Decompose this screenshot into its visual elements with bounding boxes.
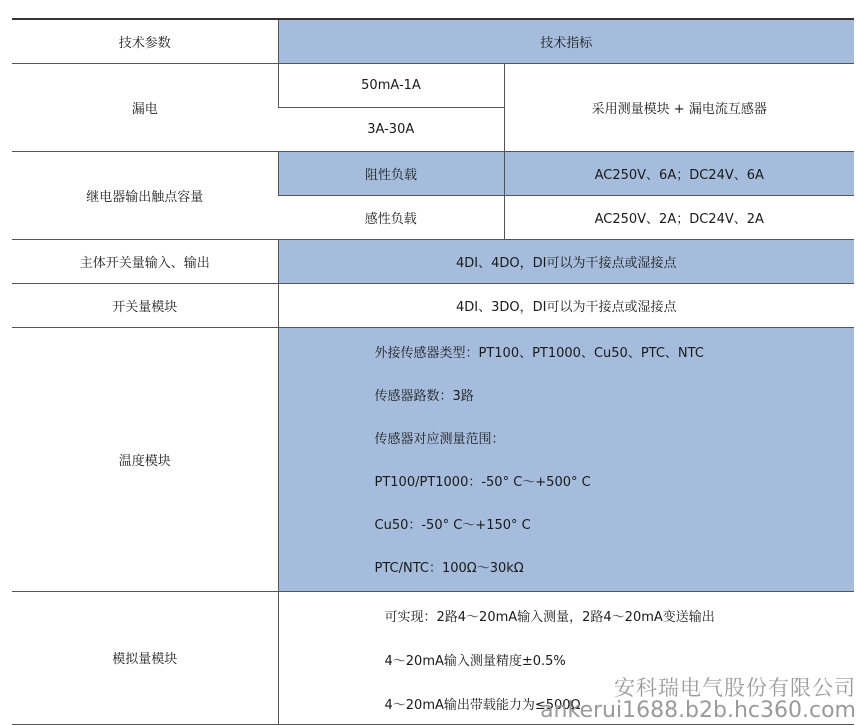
temperature-row bbox=[12, 327, 854, 591]
switch-module-label: 开关量模块 bbox=[12, 283, 278, 327]
relay-inductive-label: 感性负载 bbox=[278, 195, 504, 239]
temperature-line: Cu50：-50° C～+150° C bbox=[374, 517, 531, 533]
analog-line: 可实现：2路4～20mA输入测量，2路4～20mA变送输出 bbox=[384, 609, 715, 625]
relay-label: 继电器输出触点容量 bbox=[12, 151, 278, 239]
temperature-line: 传感器路数：3路 bbox=[374, 388, 474, 404]
watermark-company: 安科瑞电气股份有限公司 bbox=[614, 675, 856, 700]
analog-row bbox=[12, 591, 854, 724]
leakage-spec: 采用测量模块 + 漏电流互感器 bbox=[504, 63, 854, 151]
analog-label: 模拟量模块 bbox=[12, 591, 278, 724]
main-io-value: 4DI、4DO，DI可以为干接点或湿接点 bbox=[278, 239, 854, 283]
temperature-line: 传感器对应测量范围： bbox=[374, 431, 505, 447]
temperature-line: PT100/PT1000：-50° C～+500° C bbox=[374, 474, 591, 490]
main-io-row bbox=[12, 239, 854, 283]
temperature-line: PTC/NTC：100Ω～30kΩ bbox=[374, 560, 524, 576]
leakage-label: 漏电 bbox=[12, 63, 278, 151]
switch-module-row bbox=[12, 283, 854, 327]
temperature-label: 温度模块 bbox=[12, 327, 278, 591]
header-param: 技术参数 bbox=[12, 19, 278, 63]
relay-row-1 bbox=[12, 151, 854, 195]
main-io-label: 主体开关量输入、输出 bbox=[12, 239, 278, 283]
relay-resistive-value: AC250V、6A；DC24V、6A bbox=[504, 151, 854, 195]
header-spec: 技术指标 bbox=[278, 19, 854, 63]
analog-line: 4～20mA输入测量精度±0.5% bbox=[384, 653, 566, 669]
relay-inductive-value: AC250V、2A；DC24V、2A bbox=[504, 195, 854, 239]
leakage-row-1 bbox=[12, 63, 854, 107]
spec-table bbox=[12, 18, 854, 725]
leakage-range-1: 50mA-1A bbox=[278, 63, 504, 107]
header-row bbox=[12, 19, 854, 63]
leakage-range-2: 3A-30A bbox=[278, 107, 504, 151]
relay-resistive-label: 阻性负载 bbox=[278, 151, 504, 195]
analog-line: 4～20mA输出带载能力为≤500Ω bbox=[384, 697, 581, 713]
temperature-spec bbox=[278, 327, 854, 591]
temperature-line: 外接传感器类型：PT100、PT1000、Cu50、PTC、NTC bbox=[374, 345, 704, 361]
analog-spec bbox=[278, 591, 854, 724]
watermark-url: ankerui1688.b2b.hc360.com bbox=[540, 697, 856, 723]
switch-module-value: 4DI、3DO，DI可以为干接点或湿接点 bbox=[278, 283, 854, 327]
